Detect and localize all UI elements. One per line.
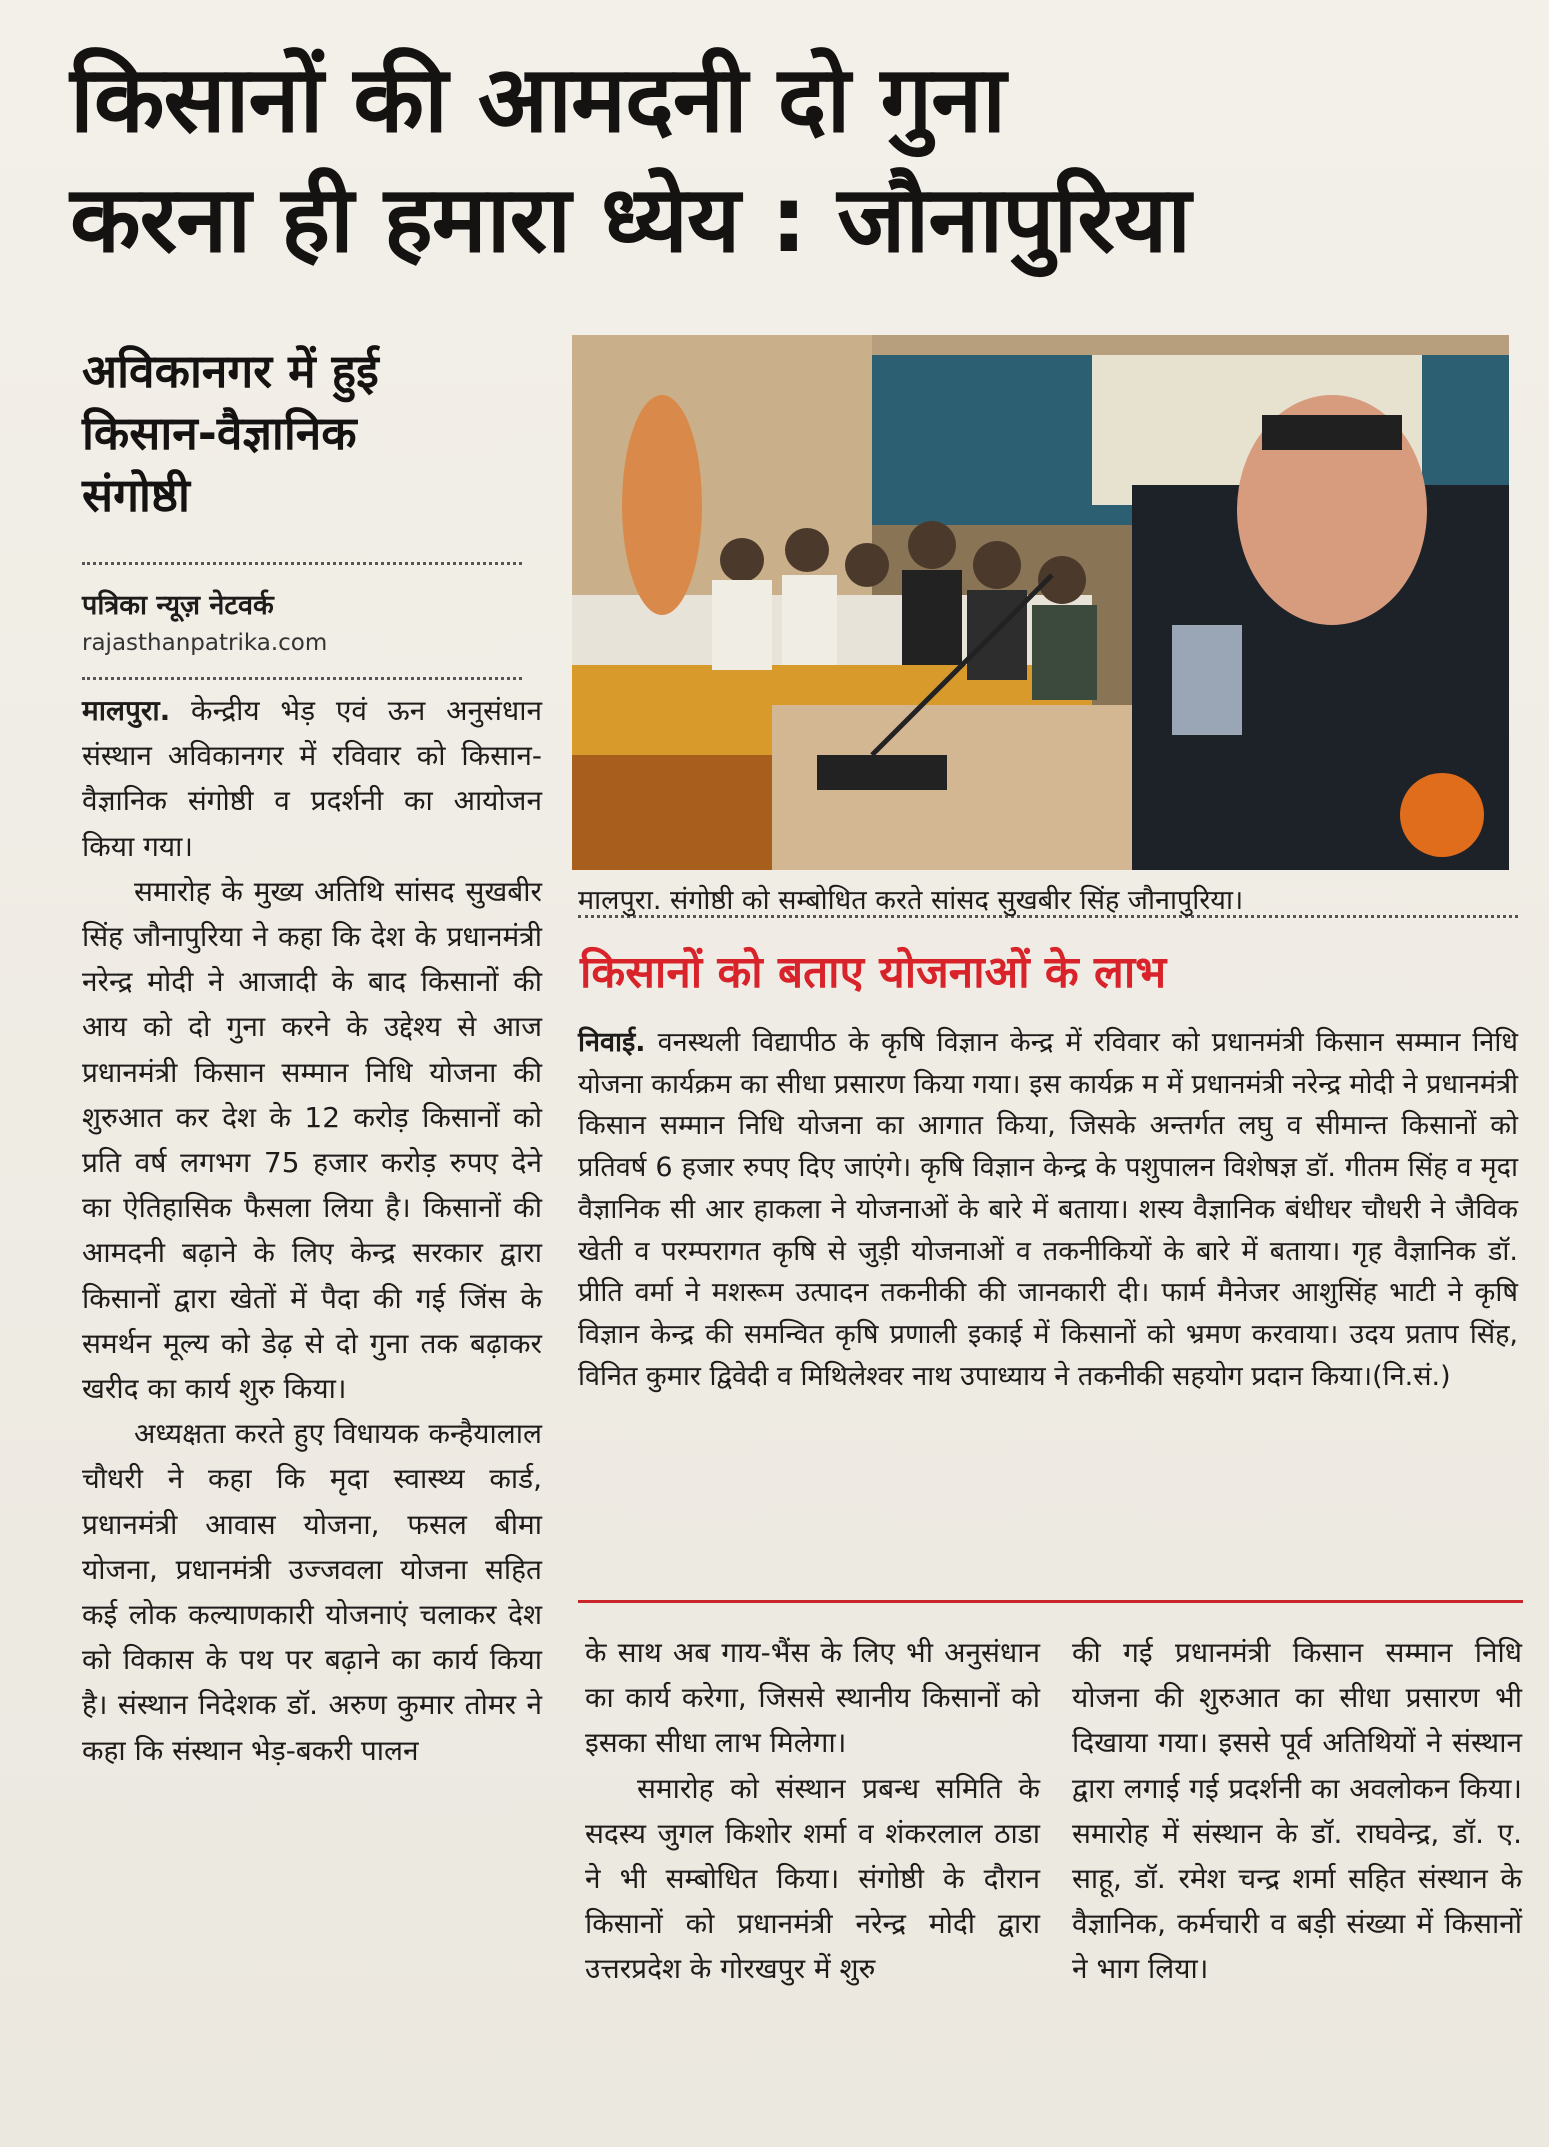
event-photo (572, 335, 1509, 870)
main-story-column-3 (1072, 1630, 1522, 1992)
main-story-paragraph: की गई प्रधानमंत्री किसान सम्मान निधि योजना की शुरुआत का सीधा प्रसारण भी दिखाया गया। इससे पूर्व अतिथियों ने संस्थान द्वारा लगाई गई प्रदर्शनी का अवलोकन किया। समारोह में संस्थान के डॉ. राघवेन्द्र, डॉ. ए. साहू, डॉ. रमेश चन्द्र शर्मा सहित संस्थान के वैज्ञानिक, कर्मचारी व बड़ी संख्या में किसानों ने भाग लिया। (1072, 1636, 1522, 1986)
dotted-divider (82, 562, 522, 565)
second-story-title: किसानों को बताए योजनाओं के लाभ (580, 947, 1167, 998)
main-story-column-1 (82, 688, 542, 1773)
byline: पत्रिका न्यूज़ नेटवर्क (82, 590, 274, 621)
dotted-divider (82, 677, 522, 680)
headline-line-2: करना ही हमारा ध्येय : जौनापुरिया (70, 166, 1191, 273)
subheadline-line-1: अविकानगर में हुई (82, 344, 379, 398)
dateline-place: निवाई. (578, 1027, 646, 1058)
headline (70, 40, 1510, 280)
main-story-paragraph: अध्यक्षता करते हुए विधायक कन्हैयालाल चौधरी ने कहा कि मृदा स्वास्थ्य कार्ड, प्रधानमंत्री आवास योजना, फसल बीमा योजना, प्रधानमंत्री उज्जवला योजना सहित कई लोक कल्याणकारी योजनाएं चलाकर देश को विकास के पथ पर बढ़ाने का कार्य किया है। संस्थान निदेशक डॉ. अरुण कुमार तोमर ने कहा कि संस्थान भेड़-बकरी पालन (82, 1417, 542, 1767)
main-story-paragraph: के साथ अब गाय-भैंस के लिए भी अनुसंधान का कार्य करेगा, जिससे स्थानीय किसानों को इसका सीधा लाभ मिलेगा। (585, 1636, 1040, 1760)
subheadline-line-2: किसान-वैज्ञानिक (82, 406, 357, 460)
headline-line-1: किसानों की आमदनी दो गुना (70, 46, 1006, 153)
subheadline-line-3: संगोष्ठी (82, 468, 190, 522)
paragraph-text: वनस्थली विद्यापीठ के कृषि विज्ञान केन्द्र में रविवार को प्रधानमंत्री किसान सम्मान निधि योजना कार्यक्रम का सीधा प्रसारण किया गया। इस कार्यक्र म में प्रधानमंत्री नरेन्द्र मोदी ने प्रधानमंत्री किसान सम्मान निधि योजना का आगात किया, जिसके अन्तर्गत लघु व सीमान्त किसानों को प्रतिवर्ष 6 हजार रुपए दिए जाएंगे। कृषि विज्ञान केन्द्र के पशुपालन विशेषज्ञ डॉ. गीतम सिंह व मृदा वैज्ञानिक सी आर हाकला ने योजनाओं के बारे में बताया। शस्य वैज्ञानिक बंधीधर चौधरी ने जैविक खेती व परम्परागत कृषि से जुड़ी योजनाओं व तकनीकियों के बारे में बताया। गृह वैज्ञानिक डॉ. प्रीति वर्मा ने मशरूम उत्पादन तकनीकी की जानकारी दी। फार्म मैनेजर आशुसिंह भाटी ने कृषि विज्ञान केन्द्र की समन्वित कृषि प्रणाली इकाई में किसानों को भ्रमण करवाया। उदय प्रताप सिंह, विनित कुमार द्विवेदी व मिथिलेश्वर नाथ उपाध्याय ने तकनीकी सहयोग प्रदान किया।(नि.सं.) (578, 1027, 1518, 1392)
main-story-paragraph: समारोह को संस्थान प्रबन्ध समिति के सदस्य जुगल किशोर शर्मा व शंकरलाल ठाडा ने भी सम्बोधित किया। संगोष्ठी के दौरान किसानों को प्रधानमंत्री नरेन्द्र मोदी द्वारा उत्तरप्रदेश के गोरखपुर में शुरु (585, 1771, 1040, 1986)
second-story-body (578, 1022, 1518, 1397)
website: rajasthanpatrika.com (82, 630, 328, 656)
paragraph-text: केन्द्रीय भेड़ एवं ऊन अनुसंधान संस्थान अविकानगर में रविवार को किसान-वैज्ञानिक संगोष्ठी व प्रदर्शनी का आयोजन किया गया। (82, 694, 542, 863)
red-divider (578, 1600, 1523, 1603)
dateline-place: मालपुरा. (82, 694, 171, 727)
main-story-paragraph: समारोह के मुख्य अतिथि सांसद सुखबीर सिंह जौनापुरिया ने कहा कि देश के प्रधानमंत्री नरेन्द्र मोदी ने आजादी के बाद किसानों की आय को दो गुना करने के उद्देश्य से आज प्रधानमंत्री किसान सम्मान निधि योजना की शुरुआत कर देश के 12 करोड़ किसानों को प्रति वर्ष लगभग 75 हजार करोड़ रुपए देने का ऐतिहासिक फैसला लिया है। किसानों की आमदनी बढ़ाने के लिए केन्द्र सरकार द्वारा किसानों द्वारा खेतों में पैदा की गई जिंस के समर्थन मूल्य को डेढ़ से दो गुना तक बढ़ाकर खरीद का कार्य शुरु किया। (82, 874, 542, 1406)
main-story-column-2 (585, 1630, 1040, 1992)
main-story-paragraph (82, 688, 542, 869)
photo-caption: मालपुरा. संगोष्ठी को सम्बोधित करते सांसद सुखबीर सिंह जौनापुरिया। (578, 885, 1244, 916)
event-photo-illustration (572, 335, 1509, 870)
subheadline (82, 340, 482, 526)
